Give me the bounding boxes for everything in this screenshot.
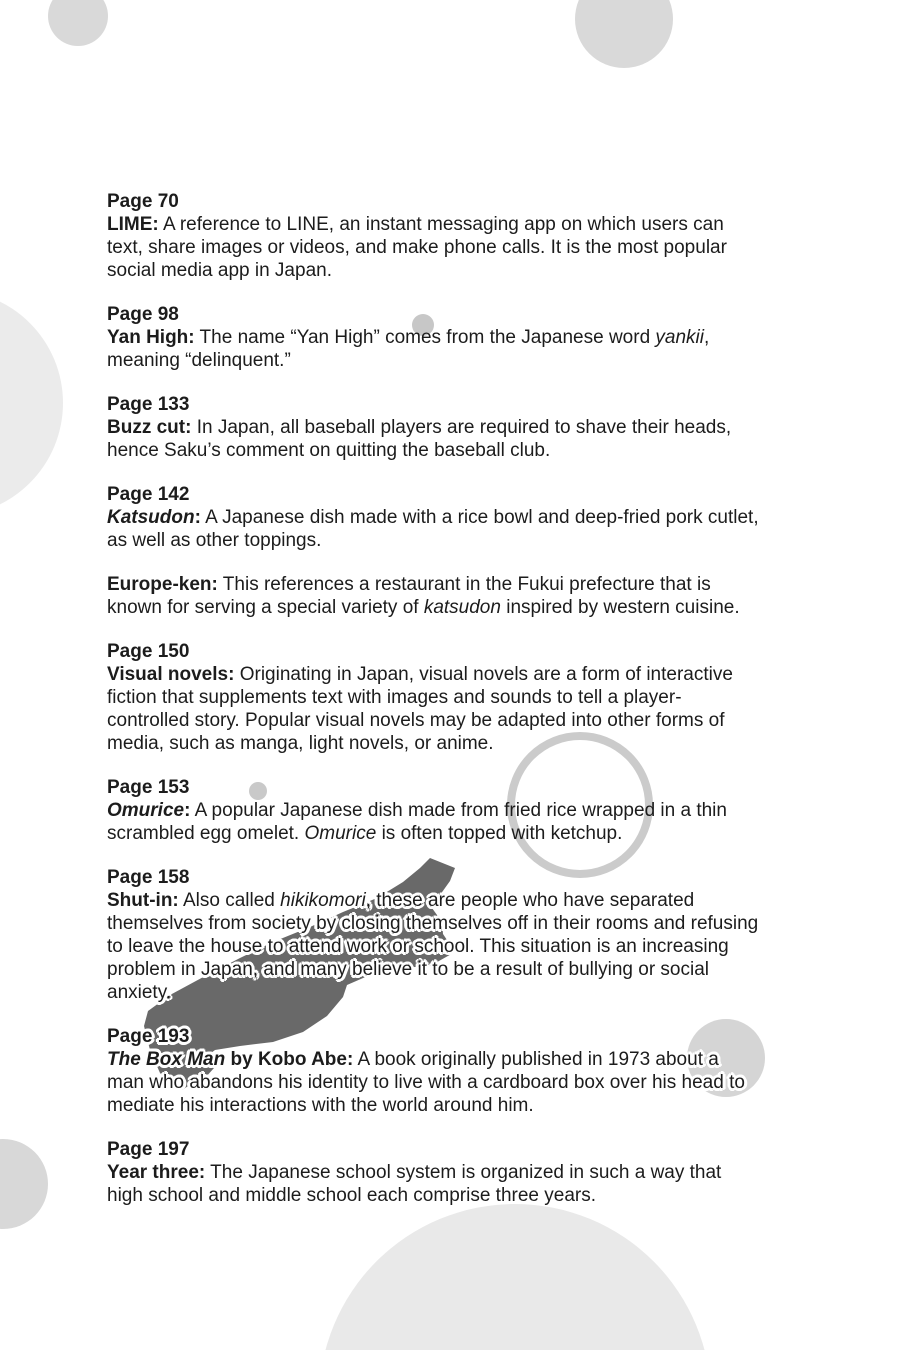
text-segment: LIME: (107, 214, 159, 235)
text-segment: The name “Yan High” comes from the Japanese word (194, 327, 656, 348)
note-line (107, 709, 867, 732)
page-header: Page 142 (107, 484, 190, 505)
note-line (107, 1094, 867, 1117)
text-segment: Katsudon (107, 507, 195, 528)
note-line (107, 1161, 867, 1184)
text-segment: as well as other toppings. (107, 530, 322, 551)
text-segment: , these are people who have separated (365, 890, 695, 911)
text-segment: This references a restaurant in the Fukui prefecture that is (217, 574, 711, 595)
text-segment: Shut-in: (107, 890, 179, 911)
text-segment: Also called (178, 890, 281, 911)
text-segment: yankii (655, 327, 704, 348)
note-line (107, 349, 867, 372)
text-segment: Omurice (304, 823, 377, 844)
bg-circle-top-left (48, 0, 108, 46)
note-line (107, 213, 867, 236)
note-entry (107, 1138, 867, 1207)
note-line (107, 686, 867, 709)
page-header: Page 158 (107, 867, 190, 888)
page-header: Page 193 (107, 1026, 190, 1047)
note-entry (107, 190, 867, 282)
bg-circle-left-large (0, 290, 63, 516)
text-segment: A Japanese dish made with a rice bowl and deep-fried pork cutlet, (200, 507, 759, 528)
text-segment: problem in Japan, and many believe it to be a result of bullying or social (107, 959, 710, 980)
note-line (107, 596, 867, 619)
note-line (107, 573, 867, 596)
note-line (107, 326, 867, 349)
note-line (107, 935, 867, 958)
note-entry (107, 640, 867, 755)
text-segment: mediate his interactions with the world around him. (107, 1095, 534, 1116)
text-segment: by Kobo Abe: (225, 1049, 354, 1070)
text-segment: hence Saku’s comment on quitting the baseball club. (107, 440, 551, 461)
text-segment: fiction that supplements text with images and sounds to tell a player- (107, 687, 682, 708)
note-line (107, 416, 867, 439)
note-line (107, 236, 867, 259)
note-entry (107, 393, 867, 462)
note-entry (107, 776, 867, 845)
note-line (107, 1184, 867, 1207)
note-entry (107, 483, 867, 552)
text-segment: : (184, 800, 191, 821)
text-segment: social media app in Japan. (107, 260, 332, 281)
text-segment: Visual novels: (107, 664, 235, 685)
text-segment: media, such as manga, light novels, or anime. (107, 733, 494, 754)
text-segment: : (194, 507, 201, 528)
bg-circle-top-center (575, 0, 673, 68)
page-header: Page 133 (107, 394, 190, 415)
note-line (107, 1071, 867, 1094)
note-line (107, 958, 867, 981)
page-header: Page 98 (107, 304, 179, 325)
text-segment: anxiety. (107, 982, 172, 1003)
text-segment: text, share images or videos, and make phone calls. It is the most popular (107, 237, 727, 258)
text-segment: Originating in Japan, visual novels are a form of interactive (234, 664, 733, 685)
text-segment: A reference to LINE, an instant messaging app on which users can (158, 214, 724, 235)
text-segment: katsudon (423, 597, 501, 618)
page-header: Page 153 (107, 777, 190, 798)
text-segment: Omurice (107, 800, 185, 821)
page-header: Page 150 (107, 641, 190, 662)
note-line (107, 506, 867, 529)
text-segment: is often topped with ketchup. (376, 823, 623, 844)
page-header: Page 70 (107, 191, 179, 212)
text-segment: known for serving a special variety of (107, 597, 424, 618)
translation-notes (107, 190, 867, 1228)
note-entry (107, 866, 867, 1004)
text-segment: meaning “delinquent.” (107, 350, 291, 371)
bg-circle-bottom-left (0, 1139, 48, 1229)
text-segment: A popular Japanese dish made from fried rice wrapped in a thin (190, 800, 727, 821)
text-segment: The Box Man (107, 1049, 226, 1070)
note-line (107, 732, 867, 755)
text-segment: Year three: (107, 1162, 206, 1183)
text-segment: high school and middle school each comprise three years. (107, 1185, 596, 1206)
text-segment: to leave the house to attend work or school. This situation is an increasing (107, 936, 729, 957)
note-line (107, 912, 867, 935)
text-segment: A book originally published in 1973 about a (353, 1049, 719, 1070)
note-line (107, 1048, 867, 1071)
note-line (107, 822, 867, 845)
text-segment: inspired by western cuisine. (500, 597, 740, 618)
text-segment: Buzz cut: (107, 417, 192, 438)
text-segment: In Japan, all baseball players are required to shave their heads, (191, 417, 732, 438)
note-line (107, 889, 867, 912)
text-segment: The Japanese school system is organized in such a way that (205, 1162, 722, 1183)
text-segment: hikikomori (280, 890, 366, 911)
note-line (107, 981, 867, 1004)
text-segment: themselves from society by closing themselves off in their rooms and refusing (107, 913, 759, 934)
note-line (107, 529, 867, 552)
note-line (107, 799, 867, 822)
page-header: Page 197 (107, 1139, 190, 1160)
note-line (107, 259, 867, 282)
text-segment: , (704, 327, 710, 348)
text-segment: controlled story. Popular visual novels may be adapted into other forms of (107, 710, 725, 731)
note-line (107, 439, 867, 462)
note-entry (107, 303, 867, 372)
text-segment: Yan High: (107, 327, 195, 348)
note-entry (107, 1025, 867, 1117)
note-line (107, 663, 867, 686)
text-segment: Europe-ken: (107, 574, 218, 595)
note-entry (107, 573, 867, 619)
text-segment: man who abandons his identity to live with a cardboard box over his head to (107, 1072, 745, 1093)
text-segment: scrambled egg omelet. (107, 823, 305, 844)
